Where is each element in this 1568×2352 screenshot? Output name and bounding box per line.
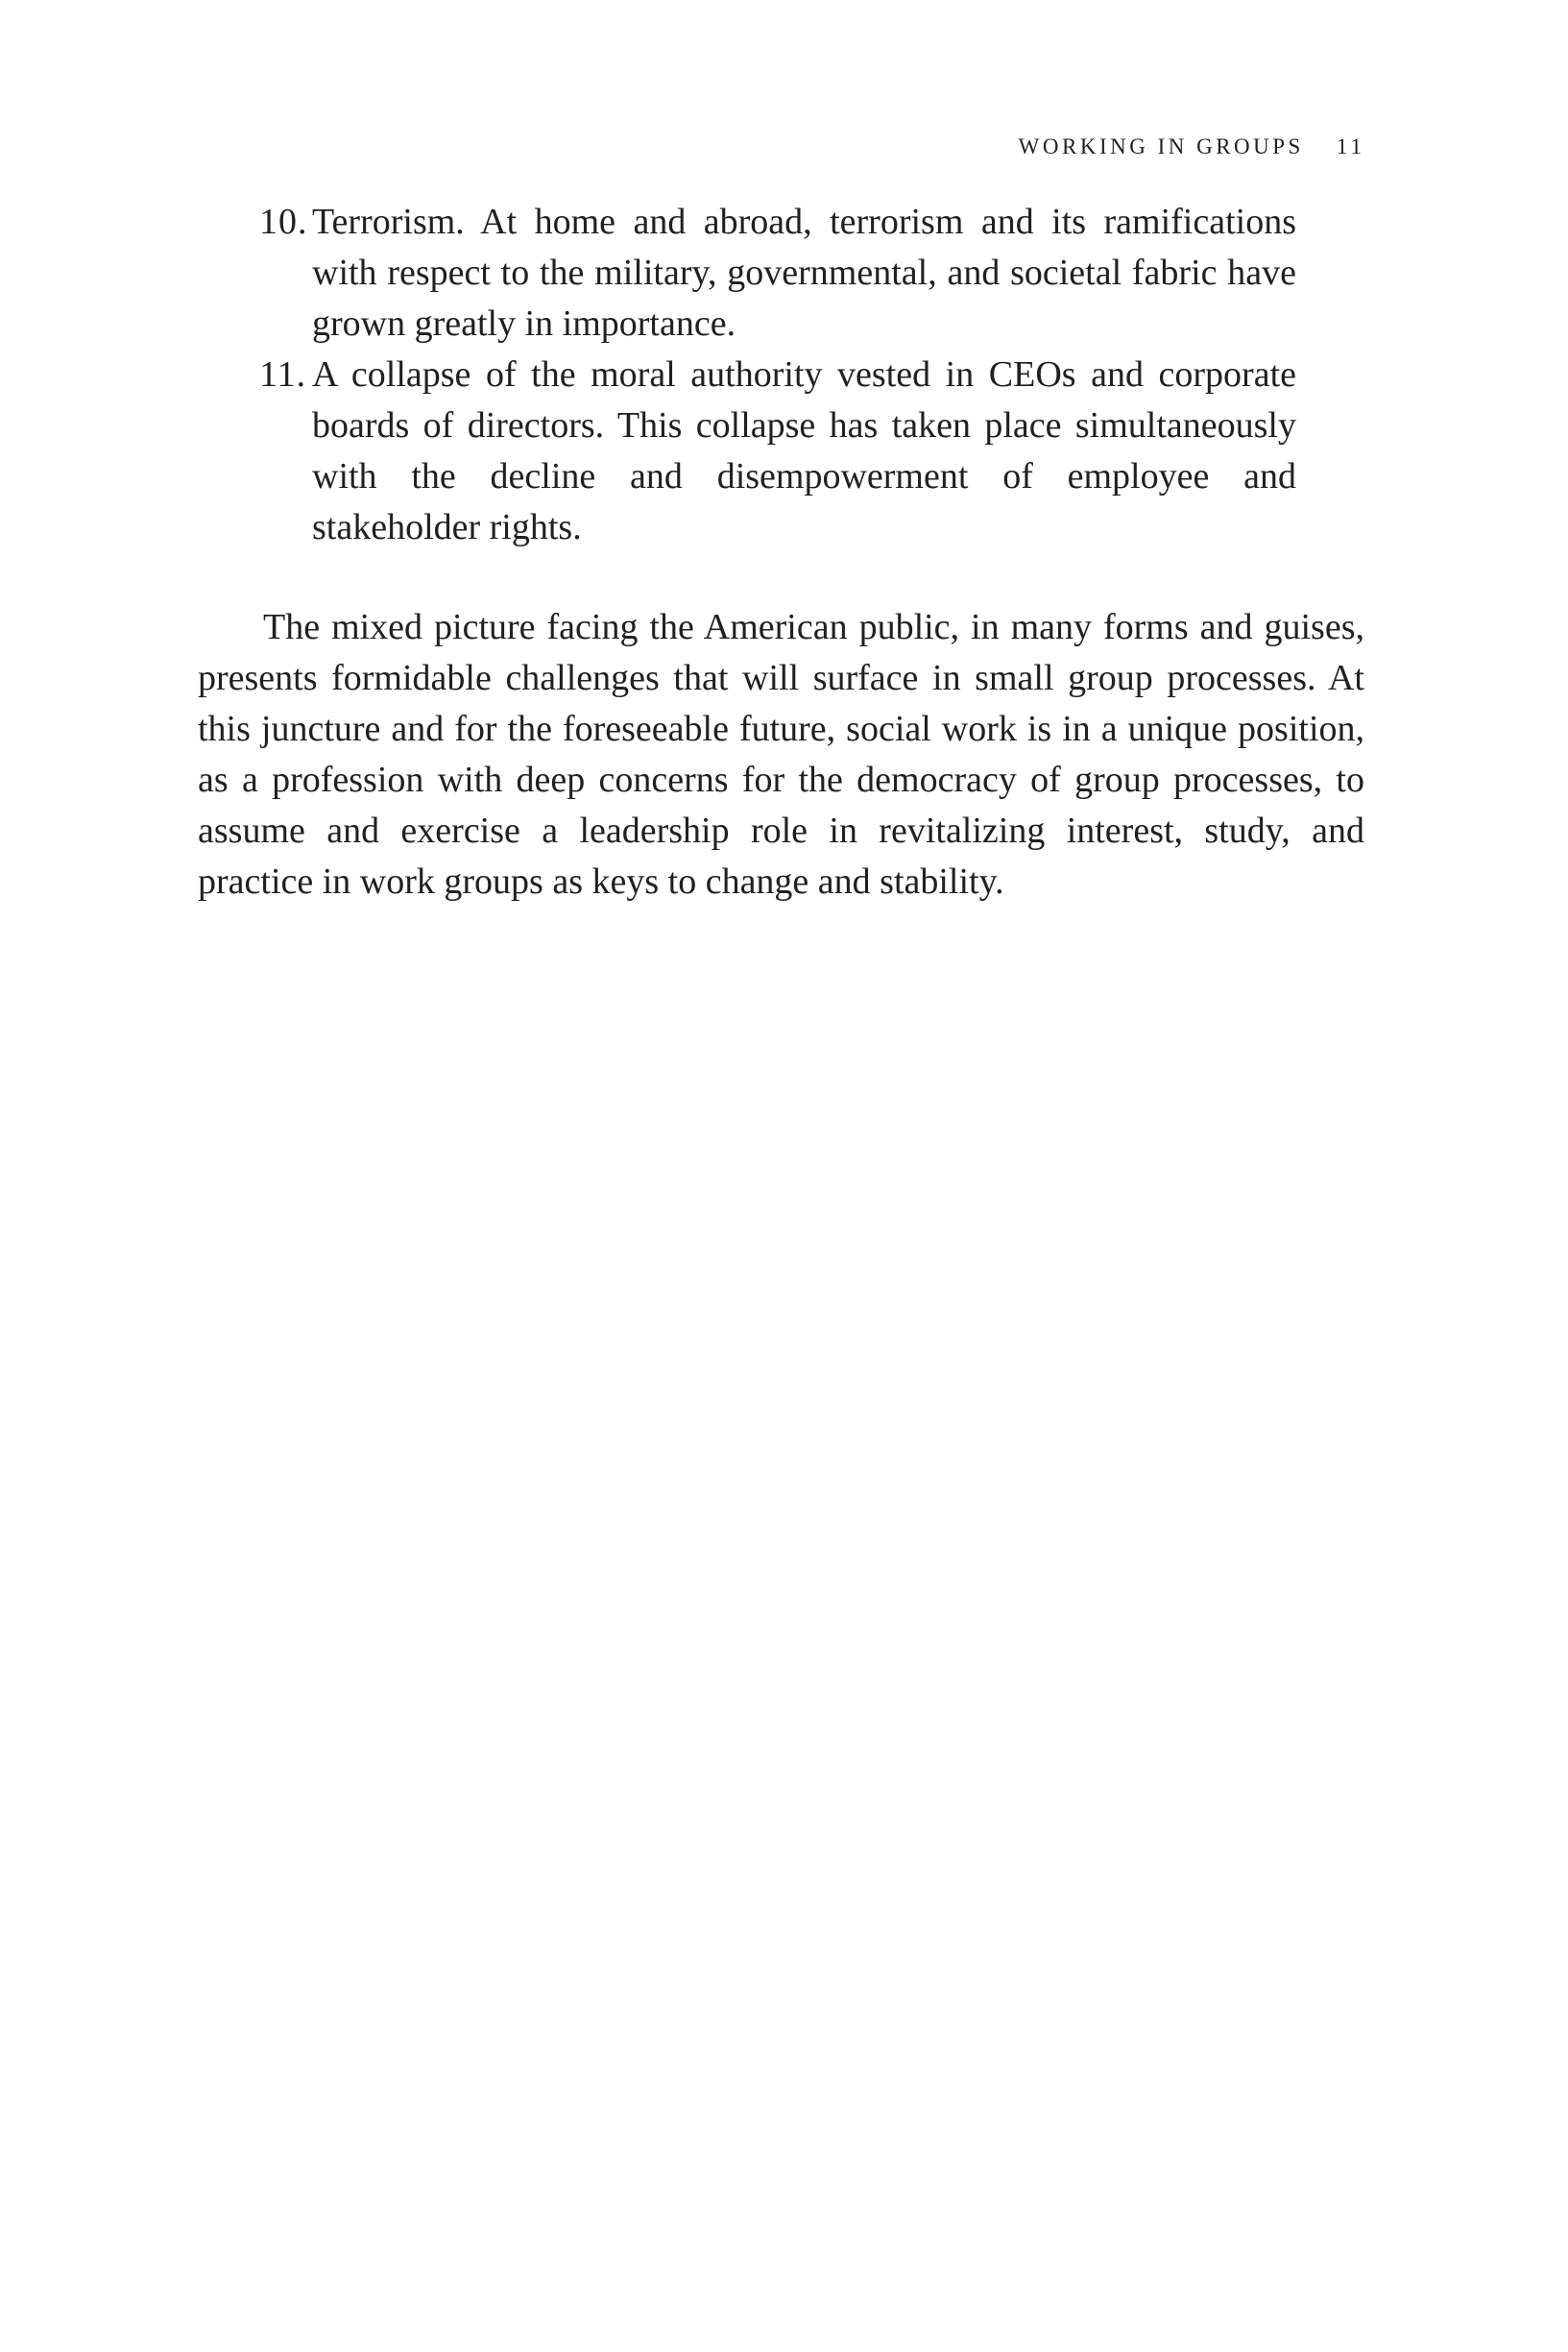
list-item-text: A collapse of the moral authority vested in CEOs and corporate boards of directors. This collapse has taken place simultaneously with the decline and disempowerment of employee and stakeholder rights. [312, 354, 1296, 547]
numbered-list [259, 197, 1296, 553]
list-item-text: Terrorism. At home and abroad, terrorism and its ramifications with respect to the military, governmental, and societal fabric have grown greatly in importance. [312, 202, 1296, 344]
list-item [259, 350, 1296, 553]
page-number: 11 [1336, 134, 1365, 158]
list-item-number: 10. [259, 202, 308, 242]
list-item [259, 197, 1296, 350]
list-item-number: 11. [259, 354, 307, 395]
running-head [1019, 134, 1365, 159]
running-title: WORKING IN GROUPS [1018, 134, 1304, 158]
body-paragraph: The mixed picture facing the American public, in many forms and guises, presents formidable challenges that will surface in small group processes. At this juncture and for the foreseeable future, social work is in a unique position, as a profession with deep concerns for the democracy of group processes, to assume and exercise a leadership role in revitalizing interest, study, and practice in work groups as keys to change and stability. [198, 607, 1364, 902]
